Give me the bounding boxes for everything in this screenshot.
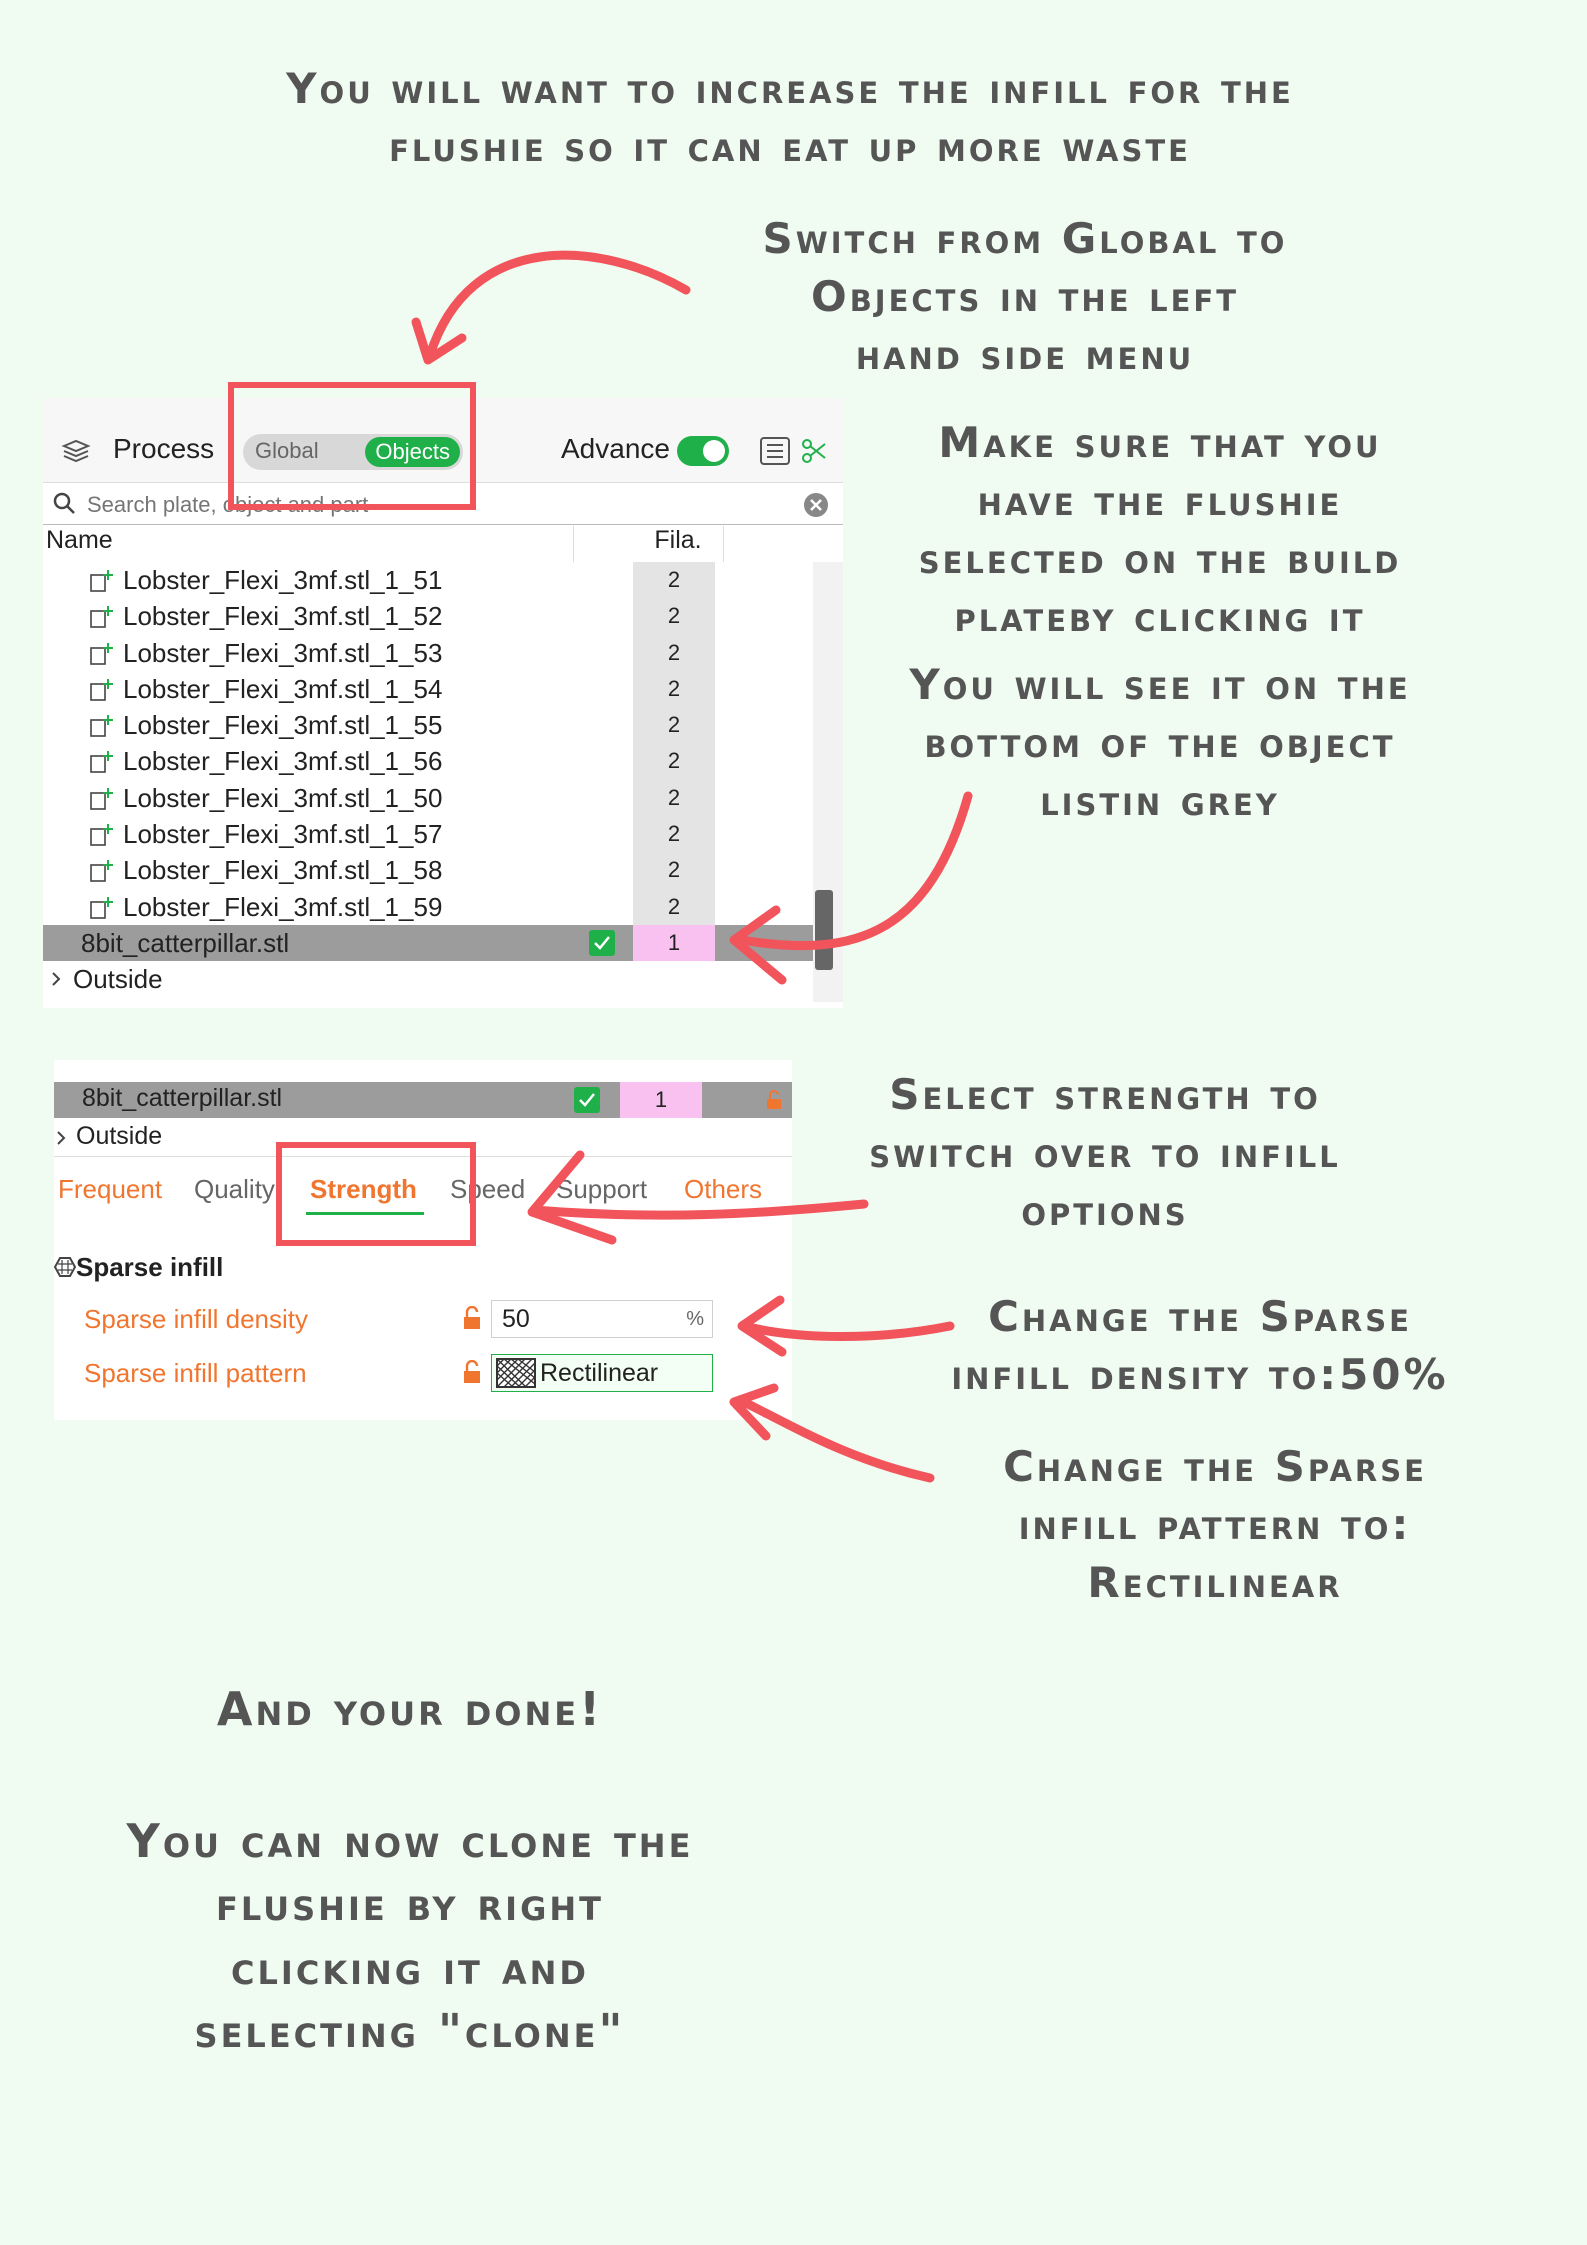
object-name: Lobster_Flexi_3mf.stl_1_53 (123, 637, 443, 668)
sparse-infill-title: Sparse infill (76, 1252, 224, 1282)
process-label: Process (113, 433, 215, 464)
sparse-infill-density-field[interactable] (491, 1300, 713, 1338)
tab-frequent[interactable]: Frequent (58, 1174, 163, 1204)
object-row[interactable] (43, 889, 813, 925)
object-icon (89, 642, 113, 666)
filament-cell[interactable]: 2 (633, 671, 715, 707)
done-note: And your done! (216, 1682, 604, 1736)
filament-column-header[interactable]: Fila. (633, 526, 723, 562)
object-name: Lobster_Flexi_3mf.stl_1_50 (123, 782, 443, 813)
tab-support[interactable]: Support (556, 1174, 648, 1204)
chevron-right-icon[interactable] (54, 1130, 68, 1146)
object-icon (89, 714, 113, 738)
pattern-value: Rectilinear (540, 1359, 659, 1387)
object-icon (89, 750, 113, 774)
search-icon (51, 490, 77, 516)
object-row[interactable] (43, 635, 813, 671)
tab-others[interactable]: Others (684, 1174, 763, 1204)
filament-cell[interactable]: 2 (633, 816, 715, 852)
filament-cell[interactable]: 2 (633, 743, 715, 779)
density-value: 50 (502, 1305, 530, 1333)
object-name: Lobster_Flexi_3mf.stl_1_52 (123, 601, 443, 632)
advance-label: Advance (561, 433, 670, 464)
infill-section-icon (54, 1256, 76, 1278)
filament-cell[interactable]: 2 (633, 598, 715, 634)
density-unit: % (686, 1308, 704, 1330)
filament-cell[interactable]: 2 (633, 852, 715, 888)
object-row[interactable] (43, 562, 813, 598)
clone-note: You can now clone the flushie by right clicking it and selecting "clone" (126, 1814, 694, 2059)
filament-cell[interactable]: 2 (633, 889, 715, 925)
object-row[interactable] (43, 816, 813, 852)
object-list (43, 562, 813, 998)
tab-strength[interactable]: Strength (310, 1174, 417, 1204)
object-name: Lobster_Flexi_3mf.stl_1_56 (123, 746, 443, 777)
object-name: Lobster_Flexi_3mf.stl_1_54 (123, 673, 443, 704)
object-name: Lobster_Flexi_3mf.stl_1_59 (123, 891, 443, 922)
object-row[interactable] (43, 671, 813, 707)
object-icon (89, 787, 113, 811)
object-row[interactable] (43, 743, 813, 779)
outside-label: Outside (76, 1122, 163, 1150)
object-name: Lobster_Flexi_3mf.stl_1_58 (123, 855, 443, 886)
outside-label: Outside (73, 964, 163, 995)
advance-switch[interactable] (677, 436, 729, 466)
object-row-selected[interactable] (43, 925, 813, 961)
strength-tab-highlight (276, 1142, 476, 1246)
make-sure-note: Make sure that you have the flushie selected on the build plateby clicking it (918, 418, 1402, 641)
tab-quality[interactable]: Quality (194, 1174, 275, 1204)
object-row[interactable] (43, 707, 813, 743)
sparse-infill-pattern-label: Sparse infill pattern (84, 1358, 307, 1388)
object-icon (89, 823, 113, 847)
sparse-infill-pattern-select[interactable] (491, 1354, 713, 1392)
lock-icon[interactable] (766, 1090, 782, 1110)
lock-icon[interactable] (462, 1360, 482, 1384)
see-it-note: You will see it on the bottom of the object listin grey (909, 660, 1411, 825)
scrollbar-thumb[interactable] (815, 890, 833, 970)
filament-cell[interactable]: 2 (633, 562, 715, 598)
scissor-icon[interactable] (799, 436, 829, 466)
object-icon (89, 859, 113, 883)
object-name: Lobster_Flexi_3mf.stl_1_57 (123, 819, 443, 850)
list-icon[interactable] (759, 436, 791, 466)
global-option[interactable]: Global (255, 438, 319, 463)
select-strength-note: Select strength to switch over to infill options (869, 1070, 1341, 1235)
filament-cell[interactable]: 2 (633, 707, 715, 743)
name-column-header[interactable]: Name (46, 526, 586, 562)
object-icon (89, 605, 113, 629)
object-icon (89, 896, 113, 920)
object-name: 8bit_catterpillar.stl (81, 927, 290, 958)
check-icon[interactable] (574, 1087, 600, 1113)
infill-pattern-icon (496, 1358, 536, 1388)
filament-cell[interactable]: 1 (620, 1082, 702, 1118)
objects-option[interactable]: Objects (365, 437, 460, 467)
object-row[interactable] (43, 780, 813, 816)
object-name: Lobster_Flexi_3mf.stl_1_51 (123, 565, 443, 595)
intro-note: You will want to increase the infill for the flushie so it can eat up more waste (286, 64, 1294, 171)
layers-icon (61, 436, 91, 466)
object-name: 8bit_catterpillar.stl (82, 1084, 283, 1112)
sparse-infill-density-label: Sparse infill density (84, 1304, 308, 1334)
check-icon[interactable] (589, 930, 615, 956)
chevron-right-icon[interactable] (49, 971, 63, 987)
filament-cell[interactable]: 2 (633, 635, 715, 671)
lock-icon[interactable] (462, 1306, 482, 1330)
objects-toggle-highlight (228, 382, 476, 510)
tab-speed[interactable]: Speed (450, 1174, 526, 1204)
switch-note: Switch from Global to Objects in the left hand side menu (762, 214, 1288, 379)
object-row[interactable] (43, 852, 813, 888)
object-icon (89, 569, 113, 593)
filament-cell[interactable]: 1 (633, 925, 715, 961)
object-row[interactable] (43, 598, 813, 634)
change-density-note: Change the Sparse infill density to:50% (951, 1292, 1449, 1399)
outside-row[interactable] (43, 961, 813, 997)
change-pattern-note: Change the Sparse infill pattern to: Rectilinear (1003, 1442, 1427, 1607)
object-name: Lobster_Flexi_3mf.stl_1_55 (123, 710, 443, 741)
object-row-selected[interactable] (54, 1082, 792, 1118)
object-icon (89, 678, 113, 702)
clear-icon[interactable] (803, 492, 829, 518)
filament-cell[interactable]: 2 (633, 780, 715, 816)
